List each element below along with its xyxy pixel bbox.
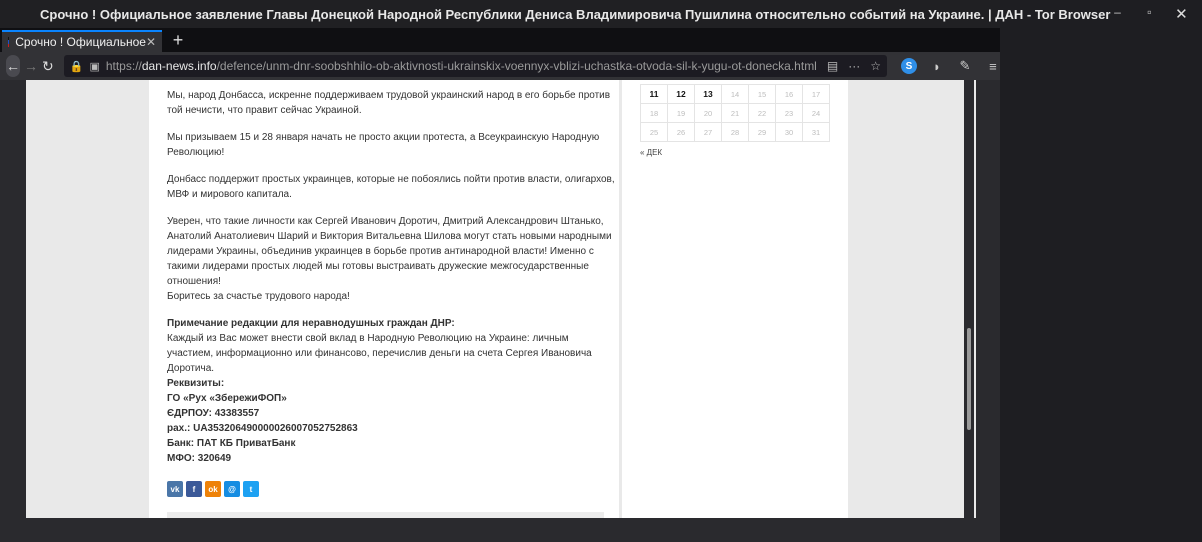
new-tab-button[interactable]: +: [172, 30, 184, 50]
requisites-bank: Банк: ПАТ КБ ПриватБанк: [167, 438, 296, 449]
window-title: Срочно ! Официальное заявление Главы Донецкой Народной Республики Дениса Владимировича Пушилина относительно событий на Украине. | ДАН - Tor Browser: [40, 6, 1111, 22]
vk-share-icon[interactable]: vk: [167, 481, 183, 497]
tor-circuit-icon[interactable]: ✎: [959, 58, 971, 73]
tab-strip: [0, 28, 1000, 52]
odnoklassniki-share-icon[interactable]: ok: [205, 481, 221, 497]
maximize-button[interactable]: ▫: [1147, 5, 1152, 19]
calendar-week-row: [641, 85, 830, 104]
bookmark-star-icon[interactable]: ☆: [870, 59, 881, 73]
window-bottom-border: [0, 518, 1000, 542]
scrollbar[interactable]: [964, 80, 974, 518]
active-tab[interactable]: [2, 30, 162, 52]
calendar-prev-month-link[interactable]: « ДЕК: [640, 148, 663, 157]
editorial-note-heading: Примечание редакции для неравнодушных граждан ДНР:: [167, 318, 455, 329]
calendar-week-row: [641, 123, 830, 142]
twitter-share-icon[interactable]: t: [243, 481, 259, 497]
page-viewport: [26, 80, 976, 518]
calendar-day: 15: [749, 85, 776, 104]
requisites-edrpou: ЄДРПОУ: 43383557: [167, 408, 260, 419]
calendar-widget: [640, 84, 830, 142]
article-paragraph: Донбасс поддержит простых украинцев, которые не побоялись пойти против власти, олигархов, МВФ и мирового капитала.: [167, 174, 615, 200]
requisites-account: рах.: UA353206490000026007052752863: [167, 423, 358, 434]
article-paragraph: Мы призываем 15 и 28 января начать не просто акции протеста, а Всеукраинскую Народную Революцию!: [167, 132, 600, 158]
minimize-button[interactable]: –: [1114, 5, 1121, 19]
menu-icon[interactable]: ≡: [989, 58, 997, 74]
editorial-note-text: Каждый из Вас может внести свой вклад в Народную Революцию на Украине: личным участием, информационно или финансово, перечислив деньги на счета Сергея Ивановича Доротича.: [167, 333, 592, 374]
reload-button[interactable]: ↻: [42, 57, 54, 74]
reader-view-icon[interactable]: ▤: [826, 59, 839, 73]
page-actions-icon[interactable]: ···: [848, 59, 861, 73]
permissions-icon[interactable]: ▣: [89, 60, 100, 73]
calendar-week-row: [641, 104, 830, 123]
requisites-org: ГО «Рух «ЗбережиФОП»: [167, 393, 287, 404]
moimir-share-icon[interactable]: @: [224, 481, 240, 497]
requisites-heading: Реквизиты:: [167, 378, 225, 389]
lock-icon[interactable]: 🔒: [69, 60, 84, 73]
url-text[interactable]: https://dan-news.info/defence/unm-dnr-soobshhilo-ob-aktivnosti-ukrainskix-voennyx-vblizi-uchastka-otvoda-sil-k-yugu-ot-donecka.html: [105, 59, 817, 73]
sidebar: [622, 80, 848, 518]
back-button[interactable]: ←: [6, 55, 20, 77]
calendar-day: 18: [641, 104, 668, 123]
calendar-day[interactable]: 12: [668, 85, 695, 104]
calendar-day: 30: [776, 123, 803, 142]
calendar-day: 25: [641, 123, 668, 142]
shield-icon[interactable]: ◗: [933, 58, 941, 74]
calendar-day: 14: [722, 85, 749, 104]
calendar-day[interactable]: 11: [641, 85, 668, 104]
calendar-day: 29: [749, 123, 776, 142]
article-paragraph: Мы, народ Донбасса, искренне поддерживаем трудовой украинский народ в его борьбе против той нечисти, что правит сейчас Украиной.: [167, 90, 611, 116]
forward-button[interactable]: →: [24, 58, 38, 74]
calendar-day: 31: [803, 123, 830, 142]
close-window-button[interactable]: ✕: [1175, 6, 1188, 23]
calendar-day: 20: [695, 104, 722, 123]
calendar-day: 23: [776, 104, 803, 123]
scrollbar-thumb[interactable]: [967, 328, 971, 430]
requisites-mfo: МФО: 320649: [167, 453, 232, 464]
tab-title: Срочно ! Официальное: [15, 35, 146, 49]
calendar-day: 24: [803, 104, 830, 123]
calendar-day[interactable]: 13: [695, 85, 722, 104]
article-body: [167, 88, 617, 466]
site-flag-icon: [8, 37, 9, 47]
article-paragraph: Боритесь за счастье трудового народа!: [167, 291, 350, 302]
article-column: [149, 80, 619, 518]
calendar-day: 21: [722, 104, 749, 123]
nav-toolbar: [0, 52, 1000, 80]
calendar-day: 17: [803, 85, 830, 104]
calendar-day: 26: [668, 123, 695, 142]
tab-close-icon[interactable]: ✕: [145, 35, 156, 49]
calendar-day: 28: [722, 123, 749, 142]
facebook-share-icon[interactable]: f: [186, 481, 202, 497]
calendar-day: 22: [749, 104, 776, 123]
s-extension-icon[interactable]: S: [901, 58, 917, 74]
share-buttons: [167, 481, 259, 497]
url-bar[interactable]: [64, 55, 887, 77]
calendar-day: 16: [776, 85, 803, 104]
calendar-day: 19: [668, 104, 695, 123]
article-paragraph: Уверен, что такие личности как Сергей Иванович Доротич, Дмитрий Александрович Штанько, Анатолий Анатолиевич Шарий и Виктория Витальевна Шилова могут стать новыми народными лидерами Украины, объединив украинцев в борьбе против антинародной власти! Именно с такими лидерами простых людей мы готовы выстраивать дружеские межгосударственные отношения!: [167, 216, 612, 287]
calendar-day: 27: [695, 123, 722, 142]
title-bar: [0, 0, 1188, 28]
